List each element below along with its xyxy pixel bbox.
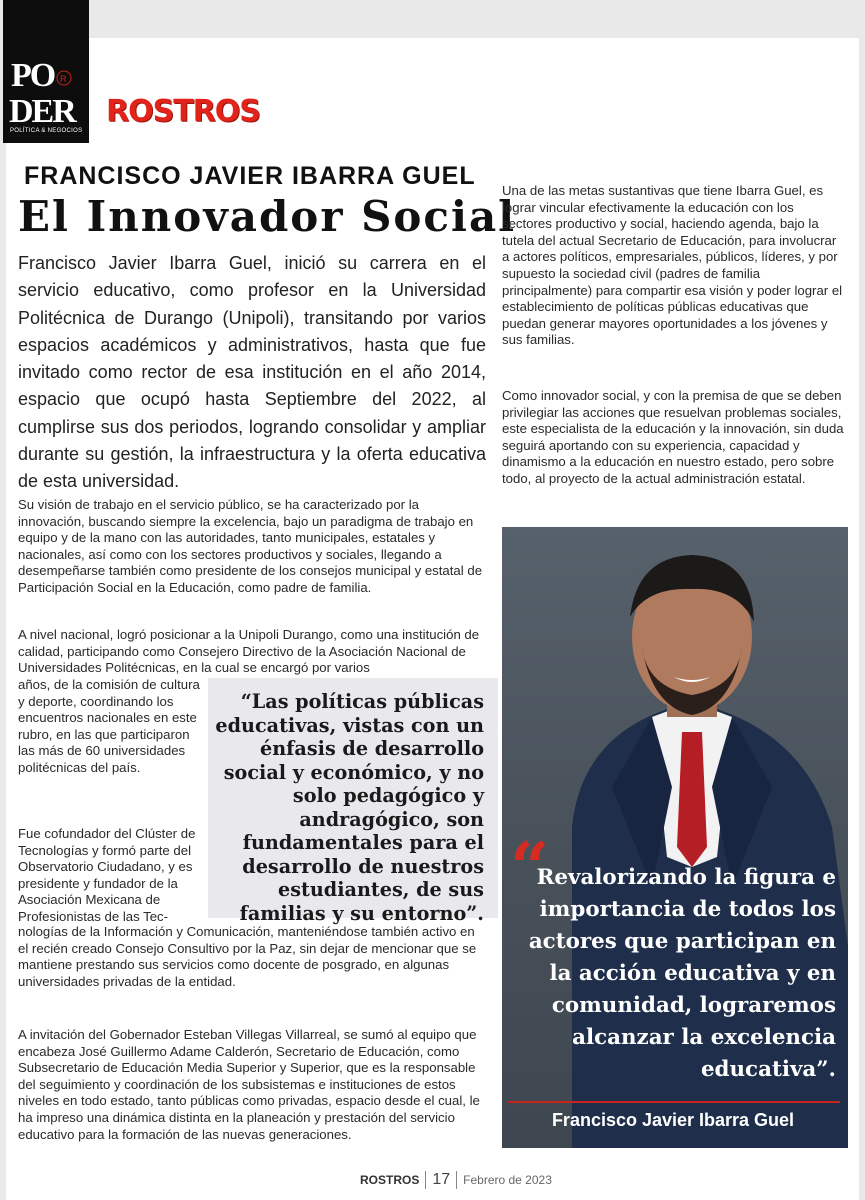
svg-text:PO: PO [11,57,55,94]
body-paragraph-4: A invitación del Gobernador Esteban Villegas Villarreal, se sumó al equipo que encabeza José Guillermo Adame Calderón, Secretario de Educación, como Subsecretario de Educación Media Superior y Superior, que es la responsable del seguimiento y coordinación de los subsistemas e instituciones de estos niveles en todo estado, tanto públicas como privadas, espacio desde el cual, le ha impreso una dinámica distinta en la planeación y prestación del servicio educativo para la formación de las nuevas generaciones. [18,1027,480,1142]
poder-logo [3,0,89,143]
body-paragraph-2: A nivel nacional, logró posicionar a la Unipoli Durango, como una institución de calidad, participando como Consejero Directivo de la Asociación Nacional de Universidades Politécnicas, en la cual se encargó por varios [18,627,480,676]
svg-text:DER: DER [9,93,75,130]
photo-quote-text: Revalorizando la figura e importancia de todos los actores que participan en la acción educativa y en comunidad, lograremos alcanzar la excelencia educativa”. [528,865,836,1082]
page-footer [360,1168,552,1192]
right-paragraph-2: Como innovador social, y con la premisa de que se deben privilegiar las acciones que resuelvan problemas sociales, este especialista de la educación y la innovación, sin duda seguirá aportando con su experiencia, capacidad y dinamismo a la educación en nuestro estado, pero sobre todo, al proyecto de la actual administración estatal. [502,388,844,486]
right-paragraph-1: Una de las metas sustantivas que tiene Ibarra Guel, es lograr vincular efectivamente la educación con los sectores productivo y social, haciendo agenda, bajo la tutela del actual Secretario de Educación, para involucrar a actores políticos, empresariales, públicos, líderes, y por supuesto la sociedad civil (padres de familia principalmente) para compartir esa visión y poder lograr el establecimiento de políticas públicas educativas que puedan generar mayores oportunidades a los jóvenes y sus familias. [502,183,843,348]
article-lead: Francisco Javier Ibarra Guel, inició su carrera en el servicio educativo, como profesor en la Universidad Politécnica de Durango (Unipoli), transitando por varios espacios académicos y administrativos, hasta que fue invitado como rector de esa institución en el año 2014, espacio que ocupó hasta Septiembre del 2022, al cumplirse sus dos periodos, logrando consolidar y ampliar durante su gestión, la infraestructura y la oferta educativa de esta universidad. [18,253,486,492]
body-paragraph-3: Fue cofundador del Clúster de Tecnologías y formó parte del Observatorio Ciudadano, y es presidente y fundador de la Asociación Mexicana de Profesionistas de las Tec- [18,826,196,924]
logo-tagline: POLÍTICA & NEGOCIOS [10,128,83,134]
body-paragraph-1: Su visión de trabajo en el servicio público, se ha caracterizado por la innovación, buscando siempre la excelencia, bajo un paradigma de trabajo en equipo y de la mano con las autoridades, tanto municipales, estatales y nacionales, así como con los sectores productivos y sociales, llegando a desempeñarse también como presidente de los consejos municipal y estatal de Participación Social en la Educación, como padre de familia. [18,497,483,595]
article-headline: El Innovador Social [18,192,517,241]
footer-date: Febrero de 2023 [463,1173,552,1187]
section-title: ROSTROS [106,94,260,129]
photo-quote-author: Francisco Javier Ibarra Guel [551,1110,795,1130]
footer-divider-2 [456,1171,457,1189]
quote-mark-icon: “ [510,828,550,908]
footer-section: ROSTROS [360,1173,420,1187]
quote-divider [508,1101,840,1103]
body-paragraph-2-cont: años, de la comisión de cultura y deporte, coordinando los encuentros nacionales en este rubro, en las que participaron las más de 60 universidades politécnicas del país. [18,677,200,775]
svg-text:R: R [60,74,67,84]
footer-divider [425,1171,426,1189]
article-kicker: FRANCISCO JAVIER IBARRA GUEL [24,162,476,190]
poder-logo-graphic [3,0,89,143]
page-number: 17 [432,1171,451,1188]
body-paragraph-3-cont: nologías de la Información y Comunicación, manteniéndose también activo en el recién creado Consejo Consultivo por la Paz, sin dejar de mencionar que se mantiene prestando sus servicios como docente de posgrado, en algunas universidades privadas de la entidad. [18,924,477,989]
pullquote-text: “Las políticas públicas educativas, vistas con un énfasis de desarrollo social y económico, y no solo pedagógico y andragógico, son fundamentales para el desarrollo de nuestros estudiantes, de sus familias y su entorno”. [215,690,484,925]
